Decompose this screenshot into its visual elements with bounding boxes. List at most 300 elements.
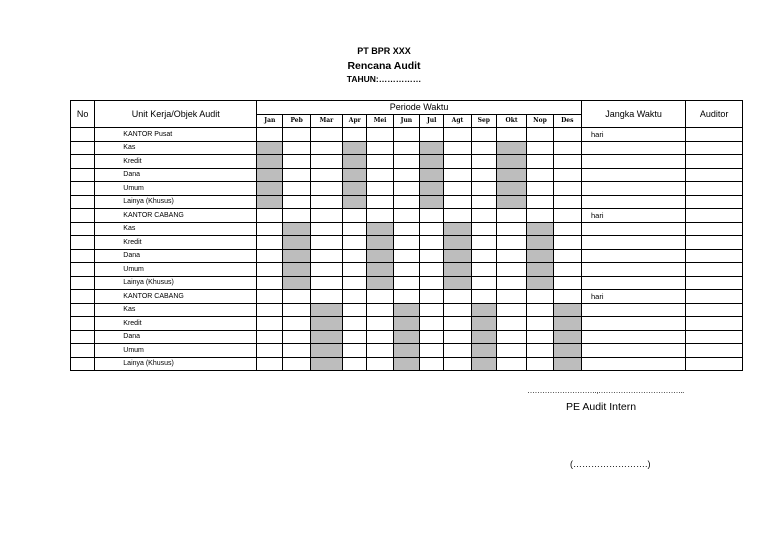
signer-name: (…………………….) bbox=[570, 459, 651, 469]
month-cell bbox=[283, 236, 310, 250]
row-number-cell bbox=[71, 263, 95, 277]
row-number-cell bbox=[71, 209, 95, 223]
month-cell bbox=[444, 330, 471, 344]
month-cell bbox=[310, 222, 342, 236]
month-cell bbox=[257, 290, 283, 304]
unit-cell: Lainya (Khusus) bbox=[95, 195, 257, 209]
duration-cell bbox=[581, 344, 685, 358]
month-cell bbox=[420, 303, 444, 317]
month-cell bbox=[283, 330, 310, 344]
month-cell bbox=[283, 155, 310, 169]
month-cell bbox=[310, 344, 342, 358]
table-row bbox=[71, 222, 743, 236]
month-cell bbox=[444, 290, 471, 304]
month-cell bbox=[257, 357, 283, 371]
month-cell bbox=[527, 128, 553, 142]
month-cell bbox=[283, 249, 310, 263]
month-cell bbox=[471, 195, 496, 209]
unit-cell: Lainya (Khusus) bbox=[95, 357, 257, 371]
month-cell bbox=[367, 263, 393, 277]
year-field: TAHUN:…………… bbox=[346, 74, 422, 84]
month-cell bbox=[496, 344, 526, 358]
month-header: Jul bbox=[420, 114, 444, 128]
month-cell bbox=[496, 249, 526, 263]
month-cell bbox=[553, 155, 581, 169]
month-cell bbox=[420, 249, 444, 263]
month-cell bbox=[283, 344, 310, 358]
month-header: Sep bbox=[471, 114, 496, 128]
duration-cell bbox=[581, 182, 685, 196]
month-cell bbox=[553, 263, 581, 277]
month-cell bbox=[283, 209, 310, 223]
month-cell bbox=[553, 128, 581, 142]
month-cell bbox=[283, 263, 310, 277]
month-cell bbox=[367, 168, 393, 182]
month-cell bbox=[471, 303, 496, 317]
auditor-cell bbox=[686, 168, 743, 182]
month-cell bbox=[367, 303, 393, 317]
month-cell bbox=[527, 141, 553, 155]
month-cell bbox=[444, 249, 471, 263]
unit-cell: Dana bbox=[95, 249, 257, 263]
unit-cell: KANTOR Pusat bbox=[95, 128, 257, 142]
month-cell bbox=[471, 222, 496, 236]
month-cell bbox=[343, 182, 367, 196]
month-cell bbox=[444, 236, 471, 250]
month-cell bbox=[310, 155, 342, 169]
month-cell bbox=[367, 155, 393, 169]
table-row bbox=[71, 263, 743, 277]
table-row bbox=[71, 209, 743, 223]
table-row bbox=[71, 303, 743, 317]
month-cell bbox=[367, 276, 393, 290]
month-cell bbox=[283, 290, 310, 304]
month-cell bbox=[471, 236, 496, 250]
month-cell bbox=[444, 276, 471, 290]
month-cell bbox=[343, 168, 367, 182]
row-number-cell bbox=[71, 141, 95, 155]
month-cell bbox=[283, 168, 310, 182]
month-cell bbox=[367, 330, 393, 344]
table-row bbox=[71, 249, 743, 263]
month-cell bbox=[420, 344, 444, 358]
month-cell bbox=[471, 249, 496, 263]
month-cell bbox=[553, 222, 581, 236]
month-cell bbox=[553, 209, 581, 223]
month-cell bbox=[527, 222, 553, 236]
month-cell bbox=[527, 182, 553, 196]
row-number-cell bbox=[71, 222, 95, 236]
auditor-cell bbox=[686, 263, 743, 277]
month-cell bbox=[343, 290, 367, 304]
month-cell bbox=[444, 303, 471, 317]
row-number-cell bbox=[71, 317, 95, 331]
month-cell bbox=[496, 182, 526, 196]
month-cell bbox=[393, 276, 419, 290]
unit-cell: Kredit bbox=[95, 317, 257, 331]
month-cell bbox=[420, 155, 444, 169]
col-duration-header: Jangka Waktu bbox=[581, 101, 685, 128]
table-row bbox=[71, 195, 743, 209]
month-cell bbox=[527, 357, 553, 371]
month-cell bbox=[527, 155, 553, 169]
month-cell bbox=[420, 128, 444, 142]
month-cell bbox=[553, 303, 581, 317]
month-cell bbox=[553, 236, 581, 250]
month-cell bbox=[444, 209, 471, 223]
unit-cell: Dana bbox=[95, 168, 257, 182]
table-row bbox=[71, 330, 743, 344]
table-row bbox=[71, 182, 743, 196]
month-cell bbox=[367, 249, 393, 263]
month-cell bbox=[496, 168, 526, 182]
month-cell bbox=[553, 344, 581, 358]
signer-role: PE Audit Intern bbox=[566, 401, 637, 413]
month-cell bbox=[283, 141, 310, 155]
month-cell bbox=[420, 357, 444, 371]
month-cell bbox=[471, 263, 496, 277]
month-cell bbox=[343, 209, 367, 223]
month-cell bbox=[343, 330, 367, 344]
table-row bbox=[71, 317, 743, 331]
month-cell bbox=[310, 303, 342, 317]
month-cell bbox=[257, 263, 283, 277]
row-number-cell bbox=[71, 303, 95, 317]
month-cell bbox=[393, 263, 419, 277]
month-cell bbox=[283, 222, 310, 236]
month-cell bbox=[420, 222, 444, 236]
row-number-cell bbox=[71, 236, 95, 250]
month-cell bbox=[471, 209, 496, 223]
table-row bbox=[71, 128, 743, 142]
auditor-cell bbox=[686, 317, 743, 331]
month-cell bbox=[471, 357, 496, 371]
month-cell bbox=[553, 330, 581, 344]
month-cell bbox=[471, 141, 496, 155]
month-cell bbox=[444, 317, 471, 331]
table-body bbox=[71, 128, 743, 371]
month-cell bbox=[257, 317, 283, 331]
auditor-cell bbox=[686, 276, 743, 290]
month-cell bbox=[444, 182, 471, 196]
auditor-cell bbox=[686, 344, 743, 358]
row-number-cell bbox=[71, 155, 95, 169]
month-cell bbox=[420, 263, 444, 277]
month-cell bbox=[310, 209, 342, 223]
row-number-cell bbox=[71, 195, 95, 209]
month-cell bbox=[471, 344, 496, 358]
month-cell bbox=[367, 222, 393, 236]
table-row bbox=[71, 141, 743, 155]
month-cell bbox=[393, 303, 419, 317]
month-cell bbox=[527, 303, 553, 317]
month-cell bbox=[367, 128, 393, 142]
month-header: Mei bbox=[367, 114, 393, 128]
month-cell bbox=[496, 141, 526, 155]
month-cell bbox=[444, 128, 471, 142]
month-cell bbox=[471, 182, 496, 196]
month-header: Jan bbox=[257, 114, 283, 128]
row-number-cell bbox=[71, 330, 95, 344]
duration-cell: hari bbox=[581, 209, 685, 223]
col-no-header: No bbox=[71, 101, 95, 128]
month-cell bbox=[444, 344, 471, 358]
auditor-cell bbox=[686, 290, 743, 304]
month-cell bbox=[527, 236, 553, 250]
month-cell bbox=[257, 155, 283, 169]
month-cell bbox=[496, 155, 526, 169]
month-cell bbox=[471, 317, 496, 331]
month-cell bbox=[343, 344, 367, 358]
row-number-cell bbox=[71, 276, 95, 290]
month-cell bbox=[310, 357, 342, 371]
month-cell bbox=[257, 344, 283, 358]
row-number-cell bbox=[71, 182, 95, 196]
table-row bbox=[71, 357, 743, 371]
auditor-cell bbox=[686, 357, 743, 371]
month-cell bbox=[257, 249, 283, 263]
month-cell bbox=[393, 236, 419, 250]
duration-cell bbox=[581, 222, 685, 236]
month-cell bbox=[444, 168, 471, 182]
month-cell bbox=[393, 249, 419, 263]
auditor-cell bbox=[686, 303, 743, 317]
month-cell bbox=[283, 357, 310, 371]
month-cell bbox=[393, 357, 419, 371]
month-cell bbox=[527, 195, 553, 209]
month-cell bbox=[420, 290, 444, 304]
unit-cell: KANTOR CABANG bbox=[95, 290, 257, 304]
duration-cell bbox=[581, 330, 685, 344]
month-cell bbox=[257, 209, 283, 223]
month-cell bbox=[310, 249, 342, 263]
month-header: Des bbox=[553, 114, 581, 128]
month-cell bbox=[310, 276, 342, 290]
month-cell bbox=[283, 128, 310, 142]
month-cell bbox=[343, 195, 367, 209]
auditor-cell bbox=[686, 330, 743, 344]
month-cell bbox=[420, 141, 444, 155]
month-cell bbox=[283, 182, 310, 196]
month-cell bbox=[527, 249, 553, 263]
month-cell bbox=[367, 209, 393, 223]
month-cell bbox=[283, 276, 310, 290]
month-cell bbox=[496, 303, 526, 317]
auditor-cell bbox=[686, 236, 743, 250]
month-cell bbox=[343, 317, 367, 331]
table-row bbox=[71, 344, 743, 358]
month-header: Nop bbox=[527, 114, 553, 128]
month-cell bbox=[257, 195, 283, 209]
month-cell bbox=[527, 209, 553, 223]
month-cell bbox=[496, 236, 526, 250]
unit-cell: Kredit bbox=[95, 155, 257, 169]
month-cell bbox=[471, 168, 496, 182]
month-cell bbox=[527, 290, 553, 304]
month-cell bbox=[367, 290, 393, 304]
month-cell bbox=[343, 357, 367, 371]
month-cell bbox=[343, 222, 367, 236]
company-name: PT BPR XXX bbox=[357, 46, 411, 56]
month-cell bbox=[420, 209, 444, 223]
unit-cell: Kas bbox=[95, 303, 257, 317]
duration-cell bbox=[581, 195, 685, 209]
month-cell bbox=[257, 222, 283, 236]
month-cell bbox=[367, 317, 393, 331]
unit-cell: Umum bbox=[95, 344, 257, 358]
month-cell bbox=[471, 330, 496, 344]
month-cell bbox=[367, 357, 393, 371]
place-date-line: ……………………….,…………………………….. bbox=[527, 386, 684, 395]
month-header: Jun bbox=[393, 114, 419, 128]
month-cell bbox=[343, 303, 367, 317]
month-cell bbox=[310, 182, 342, 196]
month-cell bbox=[471, 155, 496, 169]
document-title: Rencana Audit bbox=[347, 60, 421, 72]
duration-cell: hari bbox=[581, 128, 685, 142]
month-cell bbox=[310, 195, 342, 209]
duration-cell bbox=[581, 263, 685, 277]
row-number-cell bbox=[71, 128, 95, 142]
month-cell bbox=[367, 195, 393, 209]
month-cell bbox=[310, 330, 342, 344]
month-cell bbox=[553, 357, 581, 371]
duration-cell bbox=[581, 357, 685, 371]
month-cell bbox=[471, 290, 496, 304]
month-cell bbox=[393, 209, 419, 223]
auditor-cell bbox=[686, 182, 743, 196]
audit-plan-table bbox=[70, 100, 743, 371]
table-row bbox=[71, 236, 743, 250]
table-row bbox=[71, 290, 743, 304]
month-cell bbox=[496, 290, 526, 304]
month-cell bbox=[343, 249, 367, 263]
month-cell bbox=[527, 263, 553, 277]
month-cell bbox=[496, 357, 526, 371]
auditor-cell bbox=[686, 141, 743, 155]
month-cell bbox=[343, 236, 367, 250]
month-cell bbox=[553, 317, 581, 331]
month-cell bbox=[257, 168, 283, 182]
unit-cell: Umum bbox=[95, 182, 257, 196]
row-number-cell bbox=[71, 168, 95, 182]
unit-cell: Dana bbox=[95, 330, 257, 344]
unit-cell: Kas bbox=[95, 222, 257, 236]
month-cell bbox=[343, 276, 367, 290]
auditor-cell bbox=[686, 209, 743, 223]
month-cell bbox=[393, 155, 419, 169]
month-cell bbox=[393, 128, 419, 142]
month-cell bbox=[553, 141, 581, 155]
unit-cell: KANTOR CABANG bbox=[95, 209, 257, 223]
month-cell bbox=[367, 141, 393, 155]
month-cell bbox=[283, 317, 310, 331]
month-cell bbox=[310, 141, 342, 155]
month-cell bbox=[257, 276, 283, 290]
duration-cell bbox=[581, 317, 685, 331]
duration-cell: hari bbox=[581, 290, 685, 304]
auditor-cell bbox=[686, 249, 743, 263]
month-cell bbox=[393, 317, 419, 331]
month-cell bbox=[527, 344, 553, 358]
month-cell bbox=[310, 168, 342, 182]
month-cell bbox=[420, 236, 444, 250]
month-cell bbox=[553, 195, 581, 209]
month-cell bbox=[257, 141, 283, 155]
month-cell bbox=[553, 249, 581, 263]
month-cell bbox=[527, 330, 553, 344]
month-cell bbox=[310, 236, 342, 250]
month-cell bbox=[420, 182, 444, 196]
month-cell bbox=[343, 155, 367, 169]
month-cell bbox=[420, 330, 444, 344]
month-cell bbox=[420, 195, 444, 209]
month-cell bbox=[310, 263, 342, 277]
unit-cell: Lainya (Khusus) bbox=[95, 276, 257, 290]
month-header: Okt bbox=[496, 114, 526, 128]
month-cell bbox=[343, 141, 367, 155]
month-cell bbox=[496, 195, 526, 209]
table-row bbox=[71, 168, 743, 182]
month-cell bbox=[420, 317, 444, 331]
month-cell bbox=[257, 303, 283, 317]
unit-cell: Umum bbox=[95, 263, 257, 277]
month-cell bbox=[553, 290, 581, 304]
month-cell bbox=[527, 168, 553, 182]
month-cell bbox=[257, 236, 283, 250]
month-cell bbox=[310, 128, 342, 142]
col-unit-header: Unit Kerja/Objek Audit bbox=[95, 101, 257, 128]
month-cell bbox=[553, 182, 581, 196]
month-cell bbox=[393, 222, 419, 236]
month-cell bbox=[393, 141, 419, 155]
month-cell bbox=[257, 128, 283, 142]
month-cell bbox=[496, 222, 526, 236]
month-cell bbox=[444, 263, 471, 277]
month-cell bbox=[496, 276, 526, 290]
month-cell bbox=[257, 182, 283, 196]
month-cell bbox=[471, 276, 496, 290]
row-number-cell bbox=[71, 290, 95, 304]
auditor-cell bbox=[686, 195, 743, 209]
month-cell bbox=[527, 276, 553, 290]
month-cell bbox=[496, 317, 526, 331]
duration-cell bbox=[581, 141, 685, 155]
month-cell bbox=[496, 330, 526, 344]
month-cell bbox=[310, 317, 342, 331]
col-auditor-header: Auditor bbox=[686, 101, 743, 128]
month-cell bbox=[444, 141, 471, 155]
month-header: Peb bbox=[283, 114, 310, 128]
month-cell bbox=[343, 263, 367, 277]
row-number-cell bbox=[71, 344, 95, 358]
month-cell bbox=[393, 195, 419, 209]
month-cell bbox=[367, 236, 393, 250]
month-cell bbox=[283, 303, 310, 317]
month-cell bbox=[367, 344, 393, 358]
auditor-cell bbox=[686, 128, 743, 142]
month-cell bbox=[420, 276, 444, 290]
month-cell bbox=[496, 128, 526, 142]
month-cell bbox=[527, 317, 553, 331]
month-cell bbox=[444, 357, 471, 371]
month-cell bbox=[553, 168, 581, 182]
month-cell bbox=[553, 276, 581, 290]
unit-cell: Kredit bbox=[95, 236, 257, 250]
month-cell bbox=[471, 128, 496, 142]
month-cell bbox=[393, 344, 419, 358]
table-row bbox=[71, 155, 743, 169]
